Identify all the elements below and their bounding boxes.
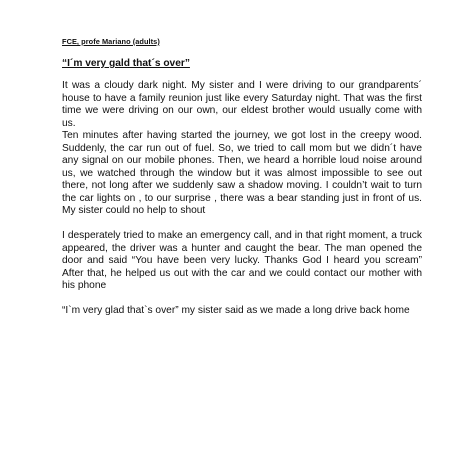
- document-page: [62, 37, 422, 318]
- paragraph-gap: [62, 218, 422, 231]
- paragraph-gap: [62, 293, 422, 306]
- paragraph-intro: It was a cloudy dark night. My sister and I were driving to our grandparents´ house to have a family reunion just like every Saturday night. That was the first time we were driving on our own, our eldest brother would usually come with us.: [62, 80, 422, 129]
- paragraph-journey: Ten minutes after having started the journey, we got lost in the creepy wood. Suddenly, the car run out of fuel. So, we tried to call mom but we didn´t have any signal on our mobile phones. Then, we heard a horrible loud noise around us, we watched through the window but it was almost impossible to see out there, not long after we suddenly saw a shadow moving. I couldn’t wait to turn the car lights on , to our surprise , there was a bear standing just in front of us. My sister could no help to shout: [62, 130, 422, 216]
- story-title: “I´m very gald that´s over”: [62, 58, 190, 69]
- paragraph-rescue: I desperately tried to make an emergency call, and in that right moment, a truck appeared, the driver was a hunter and caught the bear. The man opened the door and said “You have been very lucky. Thanks God I heard you scream” After that, he helped us out with the car and we could contact our mother with his phone: [62, 230, 422, 291]
- paragraph-ending: “I`m very glad that`s over” my sister said as we made a long drive back home: [62, 305, 410, 316]
- document-header: FCE, profe Mariano (adults): [62, 37, 160, 46]
